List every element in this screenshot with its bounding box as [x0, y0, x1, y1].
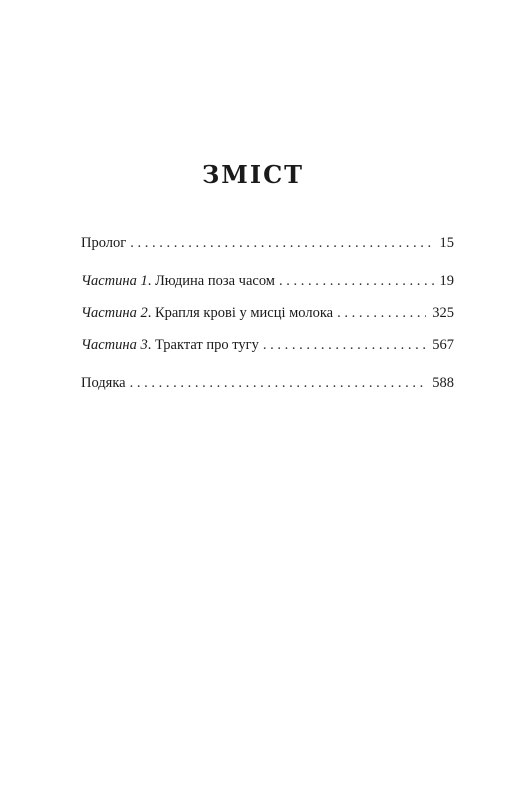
toc-part-number: Частина 2: [81, 305, 148, 321]
toc-entry-prologue[interactable]: [81, 232, 454, 254]
toc-entry-label: . Трактат про тугу: [147, 337, 259, 353]
toc-entry-title: [81, 372, 126, 394]
toc-entry-label: Пролог: [81, 235, 127, 251]
toc-entry-part-2[interactable]: [81, 302, 454, 324]
toc-entry-acknowledgements[interactable]: [81, 372, 454, 394]
dot-leader: [337, 302, 426, 324]
toc-part-number: Частина 1: [81, 273, 148, 289]
toc-entry-title: [81, 302, 333, 324]
toc-entry-label: . Людина поза часом: [147, 273, 275, 289]
toc-entry-page: 15: [439, 235, 454, 251]
dot-leader: [130, 232, 433, 254]
toc-entry-title: [81, 232, 126, 254]
dot-leader: [279, 270, 434, 292]
toc-entry-title: [81, 334, 259, 356]
toc-part-number: Частина 3: [81, 337, 148, 353]
toc-entry-page: 325: [432, 305, 454, 321]
toc-entry-page: 588: [432, 375, 454, 391]
toc-entry-part-1[interactable]: [81, 270, 454, 292]
toc-entry-part-3[interactable]: [81, 334, 454, 356]
dot-leader: [263, 334, 426, 356]
toc-entry-label: Подяка: [81, 375, 126, 391]
toc-entry-label: . Крапля крові у мисці молока: [147, 305, 334, 321]
dot-leader: [130, 372, 427, 394]
contents-title: ЗМІСТ: [201, 160, 305, 189]
toc-entry-page: 19: [439, 273, 454, 289]
toc-entry-page: 567: [432, 337, 454, 353]
toc-entry-title: [81, 270, 275, 292]
